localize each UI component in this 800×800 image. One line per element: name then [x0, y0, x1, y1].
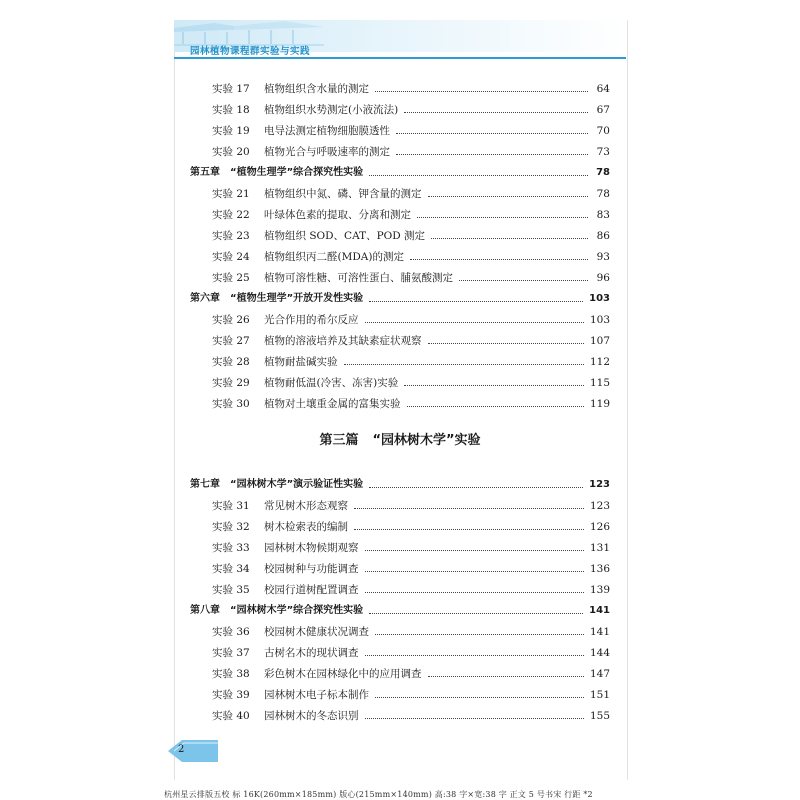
dot-leader	[369, 301, 583, 302]
entry-label: 实验 22	[212, 209, 250, 221]
entry-label: 第五章	[190, 167, 220, 178]
entry-label: 实验 33	[212, 542, 250, 554]
toc-entry-row[interactable]	[190, 575, 610, 596]
dot-leader	[396, 133, 588, 134]
toc-entry-row[interactable]	[190, 389, 610, 410]
part-heading	[190, 424, 610, 458]
dot-leader	[410, 259, 588, 260]
entry-title: 叶绿体色素的提取、分离和测定	[264, 209, 411, 221]
entry-title: 常见树木形态观察	[264, 500, 348, 512]
entry-page: 144	[589, 647, 610, 659]
entry-page: 67	[596, 104, 610, 116]
entry-label: 实验 30	[212, 398, 250, 410]
entry-title: 植物耐盐碱实验	[264, 356, 338, 368]
dot-leader	[369, 487, 583, 488]
dot-leader	[428, 196, 589, 197]
entry-title: 校园树种与功能调查	[264, 563, 359, 575]
page-number-tab-icon	[168, 740, 218, 762]
toc-section-1	[190, 74, 610, 410]
toc-entry-row[interactable]	[190, 638, 610, 659]
toc-chapter-row[interactable]	[190, 158, 610, 179]
entry-label: 第七章	[190, 479, 220, 490]
entry-title: 植物对土壤重金属的富集实验	[264, 398, 401, 410]
dot-leader	[354, 529, 584, 530]
dot-leader	[375, 697, 584, 698]
entry-page: 151	[589, 689, 610, 701]
entry-title: 植物组织含水量的测定	[264, 83, 369, 95]
entry-title: 园林树木物候期观察	[264, 542, 359, 554]
entry-page: 83	[596, 209, 610, 221]
entry-title: 植物可溶性糖、可溶性蛋白、脯氨酸测定	[264, 272, 453, 284]
entry-page: 123	[589, 500, 610, 512]
entry-title: “植物生理学”综合探究性实验	[230, 167, 364, 178]
dot-leader	[431, 238, 588, 239]
toc-entry-row[interactable]	[190, 242, 610, 263]
entry-label: 第八章	[190, 605, 220, 616]
dot-leader	[375, 91, 588, 92]
dot-leader	[428, 676, 584, 677]
entry-page: 123	[589, 479, 610, 490]
toc-entry-row[interactable]	[190, 512, 610, 533]
dot-leader	[365, 571, 584, 572]
toc-section-2	[190, 470, 610, 722]
dot-leader	[459, 280, 588, 281]
entry-title: 电导法测定植物细胞膜透性	[264, 125, 390, 137]
entry-title: 植物组织中氮、磷、钾含量的测定	[264, 188, 422, 200]
dot-leader	[404, 385, 584, 386]
entry-title: 植物光合与呼吸速率的测定	[264, 146, 390, 158]
entry-label: 实验 32	[212, 521, 250, 533]
dot-leader	[365, 718, 584, 719]
toc-entry-row[interactable]	[190, 533, 610, 554]
dot-leader	[369, 175, 588, 176]
entry-label: 实验 19	[212, 125, 250, 137]
entry-page: 103	[589, 293, 610, 304]
entry-page: 141	[589, 605, 610, 616]
entry-label: 实验 37	[212, 647, 250, 659]
dot-leader	[396, 154, 588, 155]
entry-title: “园林树木学”综合探究性实验	[230, 605, 364, 616]
entry-label: 实验 35	[212, 584, 250, 596]
entry-label: 实验 27	[212, 335, 250, 347]
entry-label: 实验 40	[212, 710, 250, 722]
page-number: 2	[178, 744, 185, 755]
entry-page: 78	[596, 188, 610, 200]
entry-page: 147	[589, 668, 610, 680]
entry-label: 实验 39	[212, 689, 250, 701]
entry-page: 131	[589, 542, 610, 554]
toc-entry-row[interactable]	[190, 491, 610, 512]
entry-page: 70	[596, 125, 610, 137]
entry-page: 141	[589, 626, 610, 638]
entry-title: 园林树木的冬态识别	[264, 710, 359, 722]
entry-page: 155	[589, 710, 610, 722]
entry-page: 103	[589, 314, 610, 326]
entry-title: 树木检索表的编制	[264, 521, 348, 533]
entry-page: 73	[596, 146, 610, 158]
dot-leader	[344, 364, 584, 365]
entry-title: 古树名木的现状调查	[264, 647, 359, 659]
dot-leader	[404, 112, 588, 113]
toc-entry-row[interactable]	[190, 680, 610, 701]
entry-label: 实验 21	[212, 188, 250, 200]
part-title-text: “园林树木学”实验	[372, 433, 481, 448]
entry-label: 实验 36	[212, 626, 250, 638]
entry-title: 校园树木健康状况调查	[264, 626, 369, 638]
toc-chapter-row[interactable]	[190, 596, 610, 617]
entry-title: 植物的溶液培养及其缺素症状观察	[264, 335, 422, 347]
entry-label: 实验 28	[212, 356, 250, 368]
toc-entry-row[interactable]	[190, 221, 610, 242]
toc-entry-row[interactable]	[190, 137, 610, 158]
toc-entry-row[interactable]	[190, 179, 610, 200]
entry-page: 64	[596, 83, 610, 95]
entry-title: 彩色树木在园林绿化中的应用调查	[264, 668, 422, 680]
part-label: 第三篇	[319, 433, 359, 448]
header-rule	[174, 57, 626, 59]
toc-entry-row[interactable]	[190, 701, 610, 722]
dot-leader	[407, 406, 584, 407]
toc-chapter-row[interactable]	[190, 284, 610, 305]
entry-title: 植物组织 SOD、CAT、POD 测定	[264, 230, 426, 242]
entry-label: 实验 17	[212, 83, 250, 95]
toc-entry-row[interactable]	[190, 116, 610, 137]
toc-entry-row[interactable]	[190, 368, 610, 389]
dot-leader	[417, 217, 588, 218]
entry-title: 植物组织水势测定(小液流法)	[264, 104, 399, 116]
toc-entry-row[interactable]	[190, 617, 610, 638]
entry-label: 实验 25	[212, 272, 250, 284]
entry-label: 实验 26	[212, 314, 250, 326]
entry-page: 126	[589, 521, 610, 533]
entry-label: 实验 29	[212, 377, 250, 389]
entry-label: 实验 38	[212, 668, 250, 680]
entry-label: 实验 23	[212, 230, 250, 242]
entry-title: “植物生理学”开放开发性实验	[230, 293, 364, 304]
toc-entry-row[interactable]	[190, 74, 610, 95]
book-title: 园林植物课程群实验与实践	[190, 46, 311, 57]
table-of-contents	[190, 74, 610, 722]
entry-page: 107	[589, 335, 610, 347]
dot-leader	[365, 550, 584, 551]
entry-label: 实验 34	[212, 563, 250, 575]
entry-page: 139	[589, 584, 610, 596]
entry-page: 112	[589, 356, 610, 368]
entry-title: 植物组织丙二醛(MDA)的测定	[264, 251, 404, 263]
entry-page: 78	[596, 167, 610, 178]
entry-page: 93	[596, 251, 610, 263]
entry-label: 实验 31	[212, 500, 250, 512]
toc-entry-row[interactable]	[190, 95, 610, 116]
dot-leader	[365, 592, 584, 593]
entry-page: 115	[589, 377, 610, 389]
toc-chapter-row[interactable]	[190, 470, 610, 491]
toc-entry-row[interactable]	[190, 263, 610, 284]
toc-entry-row[interactable]	[190, 659, 610, 680]
entry-page: 119	[589, 398, 610, 410]
entry-title: 植物耐低温(冷害、冻害)实验	[264, 377, 399, 389]
dot-leader	[375, 634, 584, 635]
toc-entry-row[interactable]	[190, 554, 610, 575]
entry-page: 96	[596, 272, 610, 284]
entry-label: 实验 18	[212, 104, 250, 116]
entry-label: 第六章	[190, 293, 220, 304]
entry-page: 86	[596, 230, 610, 242]
entry-label: 实验 20	[212, 146, 250, 158]
dot-leader	[365, 655, 584, 656]
entry-label: 实验 24	[212, 251, 250, 263]
toc-entry-row[interactable]	[190, 305, 610, 326]
dot-leader	[365, 322, 584, 323]
dot-leader	[369, 613, 583, 614]
toc-entry-row[interactable]	[190, 326, 610, 347]
toc-entry-row[interactable]	[190, 347, 610, 368]
entry-title: 光合作用的希尔反应	[264, 314, 359, 326]
entry-title: “园林树木学”演示验证性实验	[230, 479, 364, 490]
toc-entry-row[interactable]	[190, 200, 610, 221]
entry-title: 园林树木电子标本制作	[264, 689, 369, 701]
entry-page: 136	[589, 563, 610, 575]
entry-title: 校园行道树配置调查	[264, 584, 359, 596]
dot-leader	[428, 343, 584, 344]
dot-leader	[354, 508, 584, 509]
print-footer: 杭州星云排版五校 标 16K(260mm×185mm) 版心(215mm×140mm) 高:38 字×宽:38 字 正文 5 号书宋 行距 *2	[164, 790, 593, 799]
